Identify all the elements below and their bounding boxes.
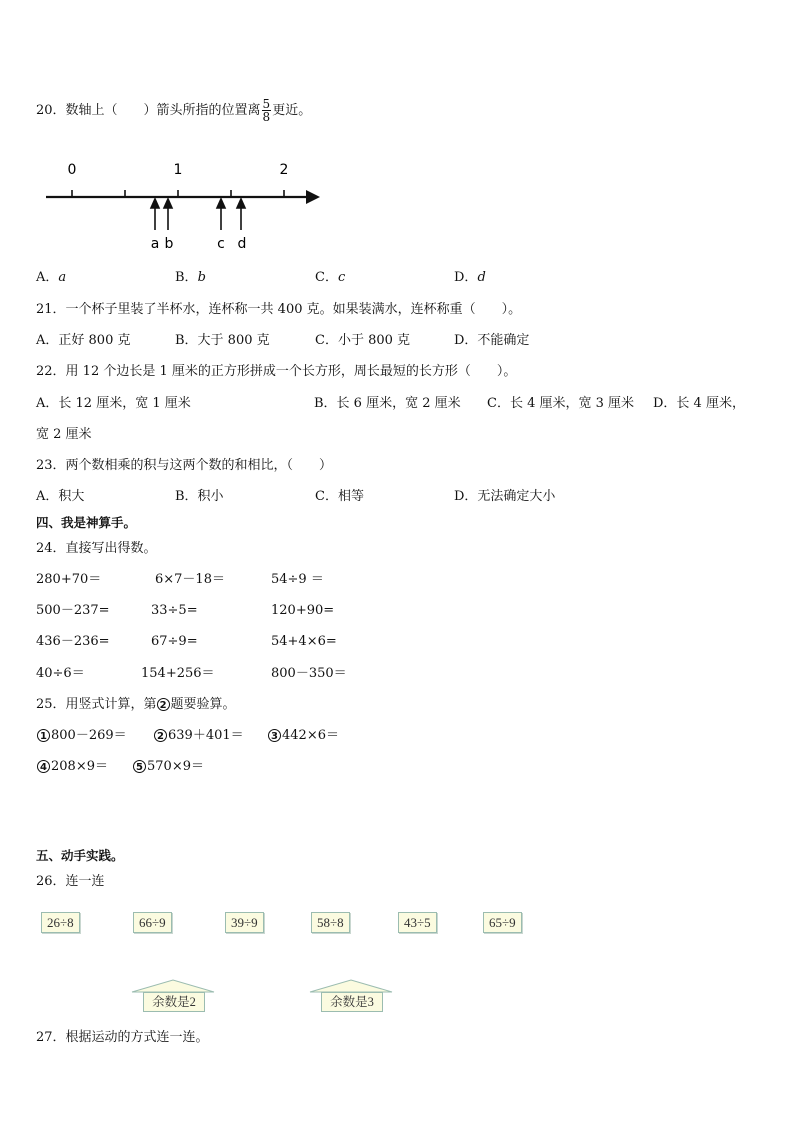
- division-card-5[interactable]: 43÷5: [398, 912, 437, 933]
- q21-option-c[interactable]: C．小于 800 克: [315, 333, 411, 348]
- q22-option-d-continued: 宽 2 厘米: [36, 427, 92, 442]
- q20-stem: [36, 98, 311, 123]
- division-card-3[interactable]: 39÷9: [225, 912, 264, 933]
- number-line-arrowhead: [306, 190, 320, 204]
- remainder-label: 余数是3: [321, 992, 383, 1012]
- q25-item-5: 5 570×9＝: [133, 758, 204, 776]
- q23-option-a[interactable]: A．积大: [36, 489, 85, 504]
- division-card-4[interactable]: 58÷8: [311, 912, 350, 933]
- q24-r2-c1: 500－237=: [36, 603, 110, 618]
- q25-item-2: 2 639＋401＝: [154, 727, 244, 745]
- q24-r1-c2: 6×7－18＝: [155, 572, 225, 587]
- q23-option-d[interactable]: D．无法确定大小: [454, 489, 556, 504]
- q27-stem: 27．根据运动的方式连一连。: [36, 1030, 209, 1045]
- q20-suffix: 更近。: [272, 103, 312, 118]
- remainder-label: 余数是2: [143, 992, 205, 1012]
- q20-option-b[interactable]: B．b: [175, 270, 206, 285]
- arrow-c-head: [217, 199, 225, 208]
- remainder-box-3[interactable]: [308, 978, 394, 1014]
- q24-r2-c3: 120+90=: [271, 603, 335, 618]
- arrow-b-head: [164, 199, 172, 208]
- q23-option-c[interactable]: C．相等: [315, 489, 364, 504]
- q20-option-a[interactable]: A．a: [36, 270, 67, 285]
- tick-label-2: 2: [279, 162, 289, 178]
- q24-r3-c1: 436－236=: [36, 634, 110, 649]
- q25-item-1: 1 800－269＝: [37, 727, 127, 745]
- q20-fraction-numerator: 5: [262, 97, 271, 111]
- q22-option-b[interactable]: B．长 6 厘米，宽 2 厘米: [314, 396, 461, 411]
- q25-circled-number: 2: [157, 698, 170, 711]
- q24-r3-c2: 67÷9=: [151, 634, 198, 649]
- q21-option-a[interactable]: A．正好 800 克: [36, 333, 131, 348]
- q26-stem: 26．连一连: [36, 874, 105, 889]
- arrow-d-head: [237, 199, 245, 208]
- remainder-box-2[interactable]: [130, 978, 216, 1014]
- q20-prefix: 20．数轴上（ ）箭头所指的位置离: [36, 103, 261, 118]
- division-card-2[interactable]: 66÷9: [133, 912, 172, 933]
- arrow-label-a: a: [150, 236, 160, 252]
- q21-option-b[interactable]: B．大于 800 克: [175, 333, 270, 348]
- q24-r1-c1: 280+70＝: [36, 572, 102, 587]
- q24-r1-c3: 54÷9 ＝: [271, 572, 324, 587]
- q24-r3-c3: 54+4×6=: [271, 634, 337, 649]
- tick-label-1: 1: [173, 162, 183, 178]
- q21-stem: 21．一个杯子里装了半杯水，连杯称一共 400 克。如果装满水，连杯称重（ ）。: [36, 302, 522, 317]
- q22-option-a[interactable]: A．长 12 厘米，宽 1 厘米: [36, 396, 191, 411]
- arrow-label-b: b: [164, 236, 174, 252]
- q20-option-c[interactable]: C．c: [315, 270, 346, 285]
- section-5-title: 五、动手实践。: [36, 848, 124, 863]
- q25-item-4: 4 208×9＝: [37, 758, 108, 776]
- tick-label-0: 0: [67, 162, 77, 178]
- q24-r4-c3: 800－350＝: [271, 666, 347, 681]
- q22-option-c[interactable]: C．长 4 厘米，宽 3 厘米: [487, 396, 635, 411]
- q20-fraction: [262, 98, 272, 123]
- q22-stem: 22．用 12 个边长是 1 厘米的正方形拼成一个长方形，周长最短的长方形（ ）。: [36, 364, 517, 379]
- q22-option-d[interactable]: D．长 4 厘米，: [653, 396, 745, 411]
- q23-stem: 23．两个数相乘的积与这两个数的和相比，（ ）: [36, 458, 333, 473]
- division-card-1[interactable]: 26÷8: [41, 912, 80, 933]
- q24-r4-c1: 40÷6＝: [36, 666, 85, 681]
- q25-stem: 25．用竖式计算，第 2 题要验算。: [36, 697, 236, 712]
- number-line: [40, 150, 330, 255]
- arrow-a-head: [151, 199, 159, 208]
- section-4-title: 四、我是神算手。: [36, 515, 137, 530]
- q23-option-b[interactable]: B．积小: [175, 489, 224, 504]
- q24-r2-c2: 33÷5=: [151, 603, 198, 618]
- q24-r4-c2: 154+256＝: [141, 666, 215, 681]
- q24-stem: 24．直接写出得数。: [36, 541, 157, 556]
- q21-option-d[interactable]: D．不能确定: [454, 333, 530, 348]
- q20-fraction-denominator: 8: [262, 110, 271, 124]
- arrow-label-d: d: [237, 236, 247, 252]
- q25-item-3: 3 442×6＝: [268, 727, 339, 745]
- arrow-label-c: c: [217, 236, 225, 252]
- q20-option-d[interactable]: D．d: [454, 270, 486, 285]
- division-card-6[interactable]: 65÷9: [483, 912, 522, 933]
